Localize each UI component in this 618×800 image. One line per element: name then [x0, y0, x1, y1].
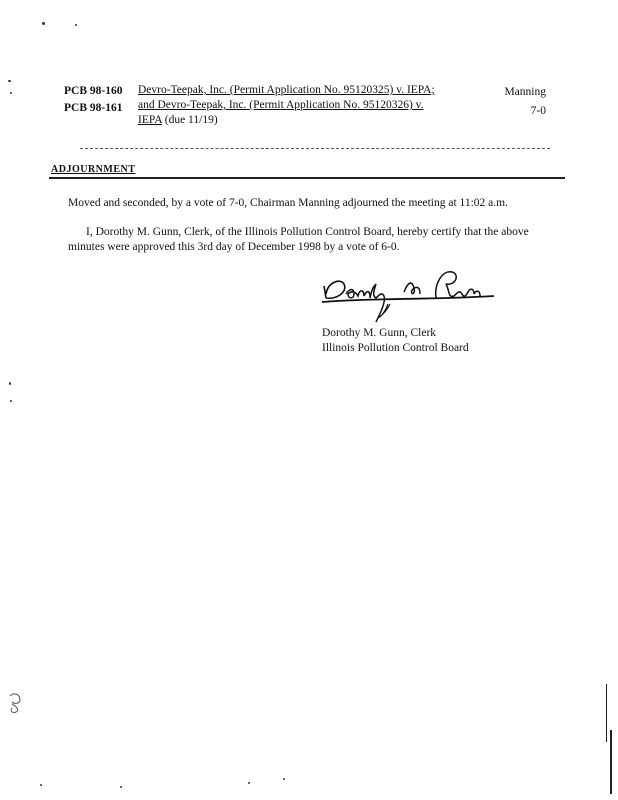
case-caption-line-2: and Devro-Teepak, Inc. (Permit Application No. 95120326) v.: [138, 99, 424, 111]
scan-speck: [10, 400, 12, 402]
scan-speck: [248, 782, 250, 784]
scan-speck: [42, 22, 45, 25]
scan-speck: [9, 382, 11, 385]
certification-paragraph: I, Dorothy M. Gunn, Clerk, of the Illinois Pollution Control Board, hereby certify that the above minutes were approved this 3rd day of December 1998 by a vote of 6-0.: [68, 226, 529, 253]
scan-speck: [8, 80, 11, 82]
clerk-title: Illinois Pollution Control Board: [322, 342, 469, 354]
case-caption-due: (due 11/19): [161, 114, 218, 126]
scan-mark: [6, 690, 26, 714]
case-member: Manning: [504, 86, 546, 98]
case-numbers: [64, 83, 122, 117]
case-number-1: PCB 98-160: [64, 85, 123, 97]
adjournment-paragraph: Moved and seconded, by a vote of 7-0, Chairman Manning adjourned the meeting at 11:02 a.m.: [68, 197, 508, 209]
handwritten-signature: [318, 264, 496, 324]
scan-edge-line: [610, 730, 612, 794]
scan-speck: [10, 92, 12, 94]
separator-rule: [80, 148, 550, 149]
heading-rule: [49, 177, 565, 179]
case-caption: [138, 83, 468, 128]
case-caption-line-3: [138, 113, 468, 128]
case-action: [504, 83, 546, 121]
case-caption-agency: IEPA: [138, 114, 162, 126]
case-caption-line-1: Devro-Teepak, Inc. (Permit Application No. 95120325) v. IEPA;: [138, 84, 435, 96]
scan-edge-line: [606, 684, 607, 742]
scan-speck: [75, 24, 77, 26]
adjournment-heading: ADJOURNMENT: [51, 164, 136, 175]
case-entry: [64, 83, 554, 131]
scan-speck: [283, 778, 285, 780]
case-number-2: PCB 98-161: [64, 102, 123, 114]
scan-speck: [40, 784, 42, 786]
scan-speck: [120, 786, 122, 788]
clerk-name: Dorothy M. Gunn, Clerk: [322, 327, 437, 339]
case-vote: 7-0: [530, 105, 546, 117]
